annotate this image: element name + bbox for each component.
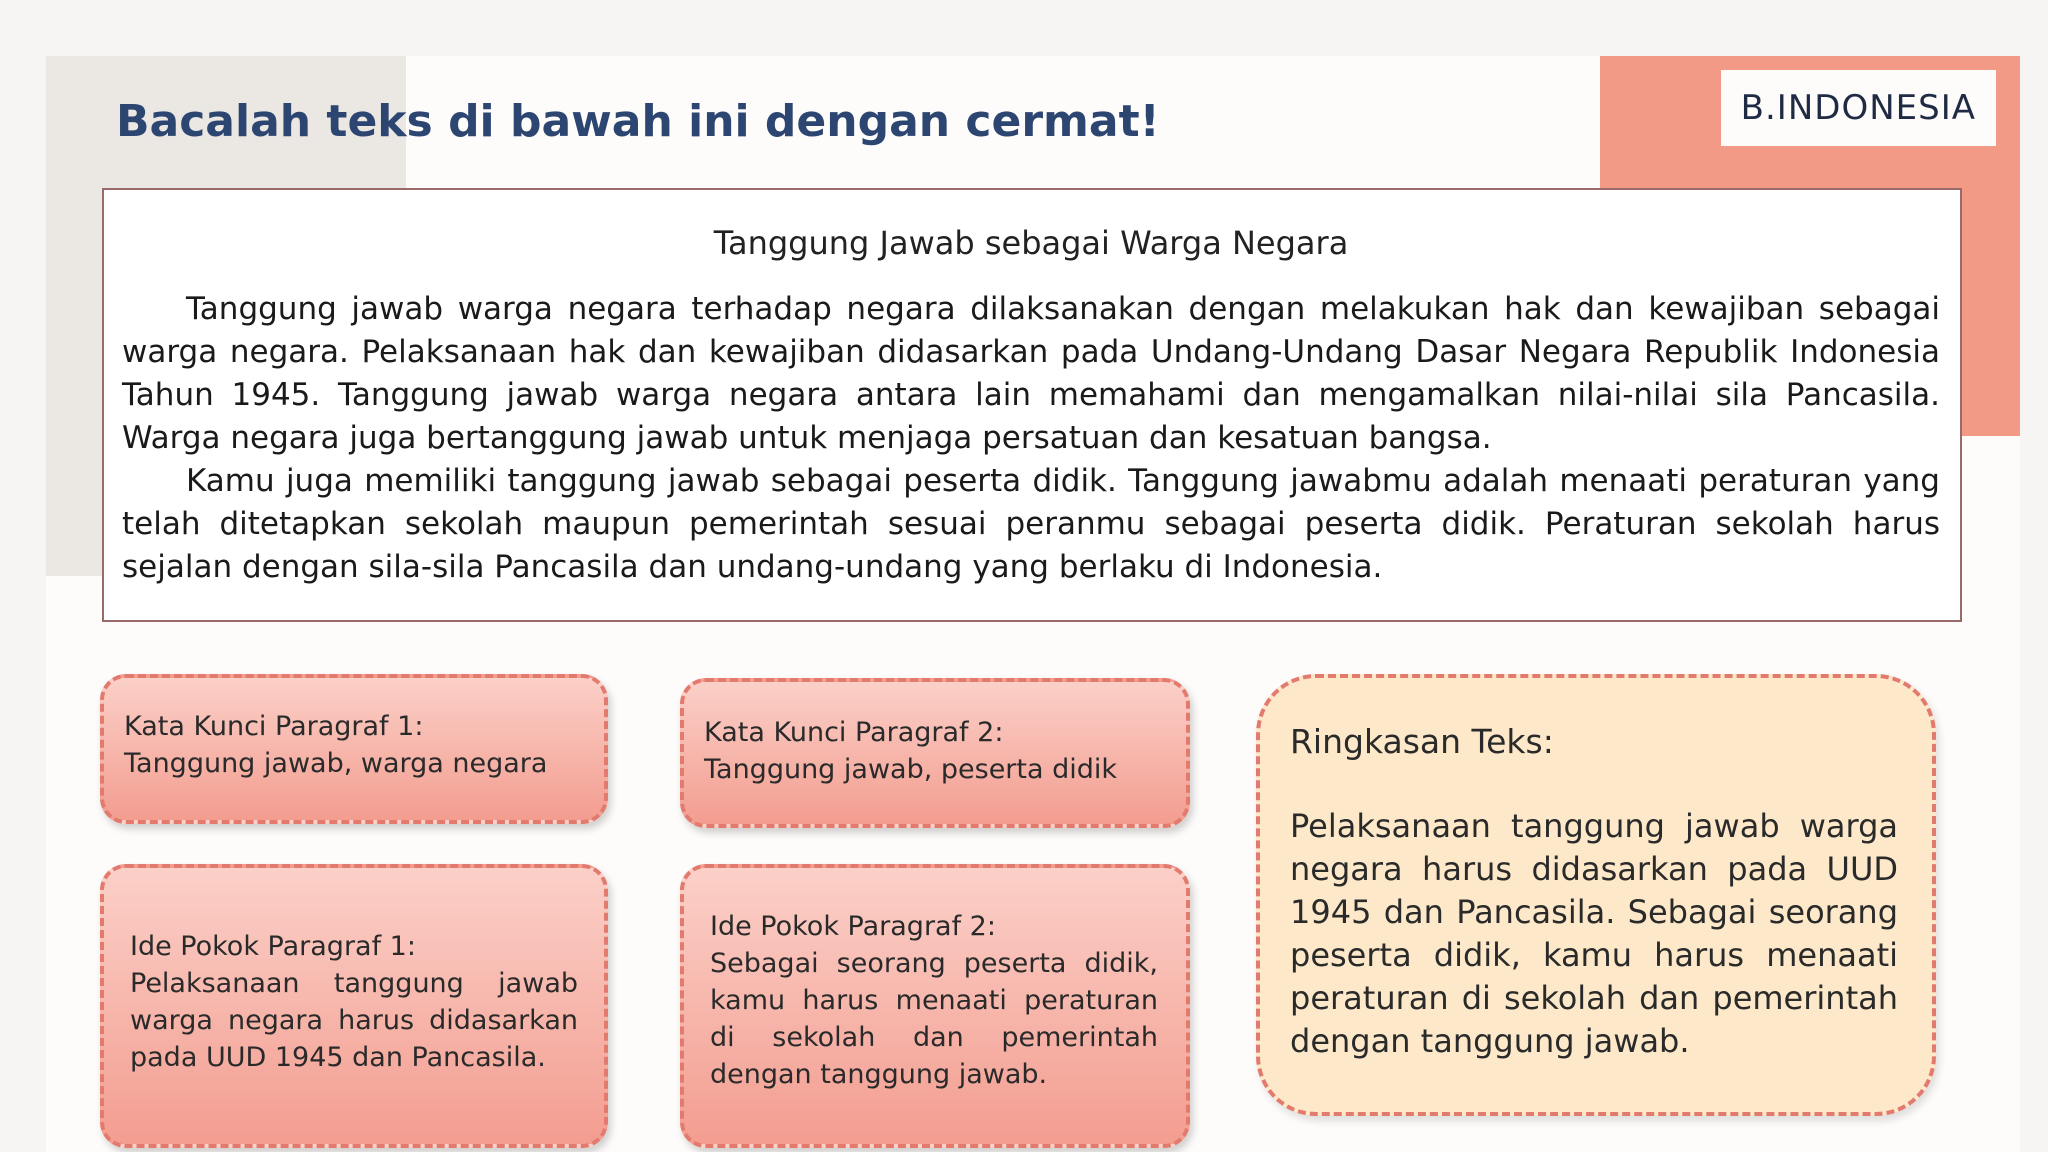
main-idea-1-label: Ide Pokok Paragraf 1:	[130, 931, 416, 962]
main-idea-2-text: Sebagai seorang peserta didik, kamu harus menaati peraturan di sekolah dan pemerintah dengan tanggung jawab.	[710, 948, 1158, 1090]
keyword-card-1	[100, 674, 608, 824]
slide	[46, 56, 2020, 1152]
summary-label: Ringkasan Teks:	[1290, 722, 1554, 761]
reading-paragraph-1: Tanggung jawab warga negara terhadap negara dilaksanakan dengan melakukan hak dan kewajiban sebagai warga negara. Pelaksanaan hak dan kewajiban didasarkan pada Undang-Undang Dasar Negara Republik Indonesia Tahun 1945. Tanggung jawab warga negara antara lain memahami dan mengamalkan nilai-nilai sila Pancasila. Warga negara juga bertanggung jawab untuk menjaga persatuan dan kesatuan bangsa.	[122, 291, 1940, 456]
main-idea-1-text: Pelaksanaan tanggung jawab warga negara harus didasarkan pada UUD 1945 dan Pancasila.	[130, 968, 578, 1073]
keyword-2-text: Tanggung jawab, peserta didik	[704, 754, 1118, 785]
main-idea-card-2	[680, 864, 1190, 1148]
reading-paragraph-2: Kamu juga memiliki tanggung jawab sebagai peserta didik. Tanggung jawabmu adalah menaati peraturan yang telah ditetapkan sekolah maupun pemerintah sesuai peranmu sebagai peserta didik. Peraturan sekolah harus sejalan dengan sila-sila Pancasila dan undang-undang yang berlaku di Indonesia.	[122, 463, 1940, 585]
keyword-2-label: Kata Kunci Paragraf 2:	[704, 717, 1004, 748]
main-idea-card-1	[100, 864, 608, 1148]
main-idea-2-label: Ide Pokok Paragraf 2:	[710, 911, 996, 942]
reading-text-box	[102, 188, 1962, 622]
summary-card	[1256, 674, 1936, 1116]
keyword-card-2	[680, 678, 1190, 828]
reading-title: Tanggung Jawab sebagai Warga Negara	[713, 224, 1349, 262]
keyword-1-label: Kata Kunci Paragraf 1:	[124, 711, 424, 742]
page-heading: Bacalah teks di bawah ini dengan cermat!	[116, 96, 1160, 147]
keyword-1-text: Tanggung jawab, warga negara	[124, 748, 548, 779]
subject-tag: B.INDONESIA	[1721, 70, 1996, 146]
summary-text: Pelaksanaan tanggung jawab warga negara harus didasarkan pada UUD 1945 dan Pancasila. Sebagai seorang peserta didik, kamu harus menaati peraturan di sekolah dan pemerintah dengan tanggung jawab.	[1290, 807, 1898, 1060]
